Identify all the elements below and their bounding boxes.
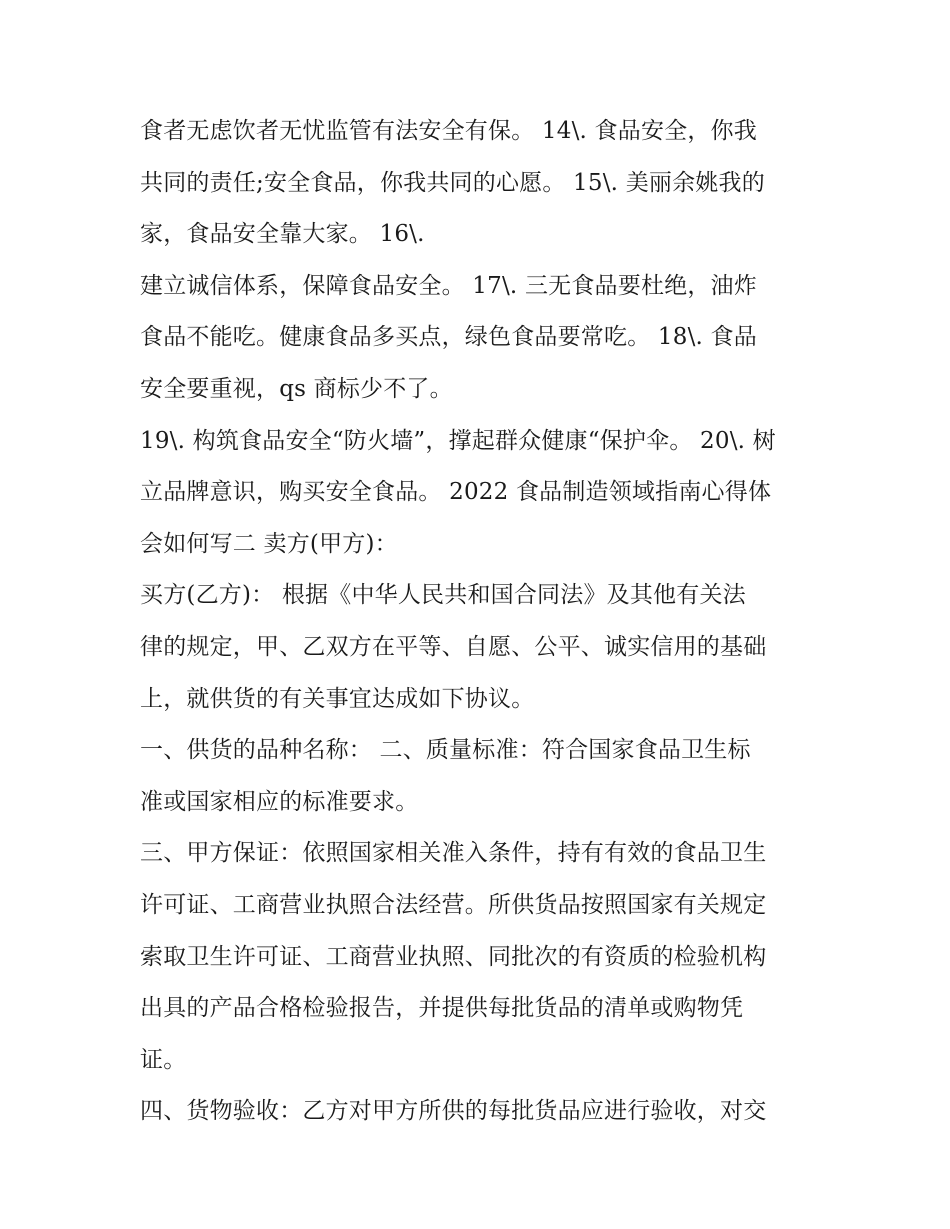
text-line: 家，食品安全靠大家。 16\. <box>140 221 425 248</box>
text-line: 准或国家相应的标准要求。 <box>140 788 419 815</box>
text-line: 四、货物验收：乙方对甲方所供的每批货品应进行验收，对交 <box>140 1098 767 1125</box>
text-line: 共同的责任;安全食品，你我共同的心愿。 15\. 美丽余姚我的 <box>140 169 765 196</box>
text-line: 食品不能吃。健康食品多买点，绿色食品要常吃。 18\. 食品 <box>140 324 757 351</box>
text-line: 律的规定，甲、乙双方在平等、自愿、公平、诚实信用的基础 <box>140 633 767 660</box>
text-line: 三、甲方保证：依照国家相关准入条件，持有有效的食品卫生 <box>140 840 767 867</box>
text-line: 立品牌意识，购买安全食品。 2022 食品制造领域指南心得体 <box>140 479 772 506</box>
text-line: 一、供货的品种名称： 二、质量标准：符合国家食品卫生标 <box>140 737 751 764</box>
text-line: 食者无虑饮者无忧监管有法安全有保。 14\. 食品安全，你我 <box>140 118 757 144</box>
text-line: 证。 <box>140 1046 187 1073</box>
text-line: 索取卫生许可证、工商营业执照、同批次的有资质的检验机构 <box>140 943 767 970</box>
text-line: 上，就供货的有关事宜达成如下协议。 <box>140 685 535 712</box>
text-line: 会如何写二 卖方(甲方)： <box>140 530 398 557</box>
text-line: 买方(乙方)： 根据《中华人民共和国合同法》及其他有关法 <box>140 582 746 609</box>
text-line: 建立诚信体系，保障食品安全。 17\. 三无食品要杜绝，油炸 <box>140 272 757 299</box>
text-line: 19\. 构筑食品安全“防火墙”，撑起群众健康“保护伞。 20\. 树 <box>140 427 776 454</box>
text-line: 出具的产品合格检验报告，并提供每批货品的清单或购物凭 <box>140 995 744 1022</box>
document-body <box>140 106 820 1138</box>
text-line: 许可证、工商营业执照合法经营。所供货品按照国家有关规定 <box>140 891 767 918</box>
text-line: 安全要重视，qs 商标少不了。 <box>140 375 453 402</box>
